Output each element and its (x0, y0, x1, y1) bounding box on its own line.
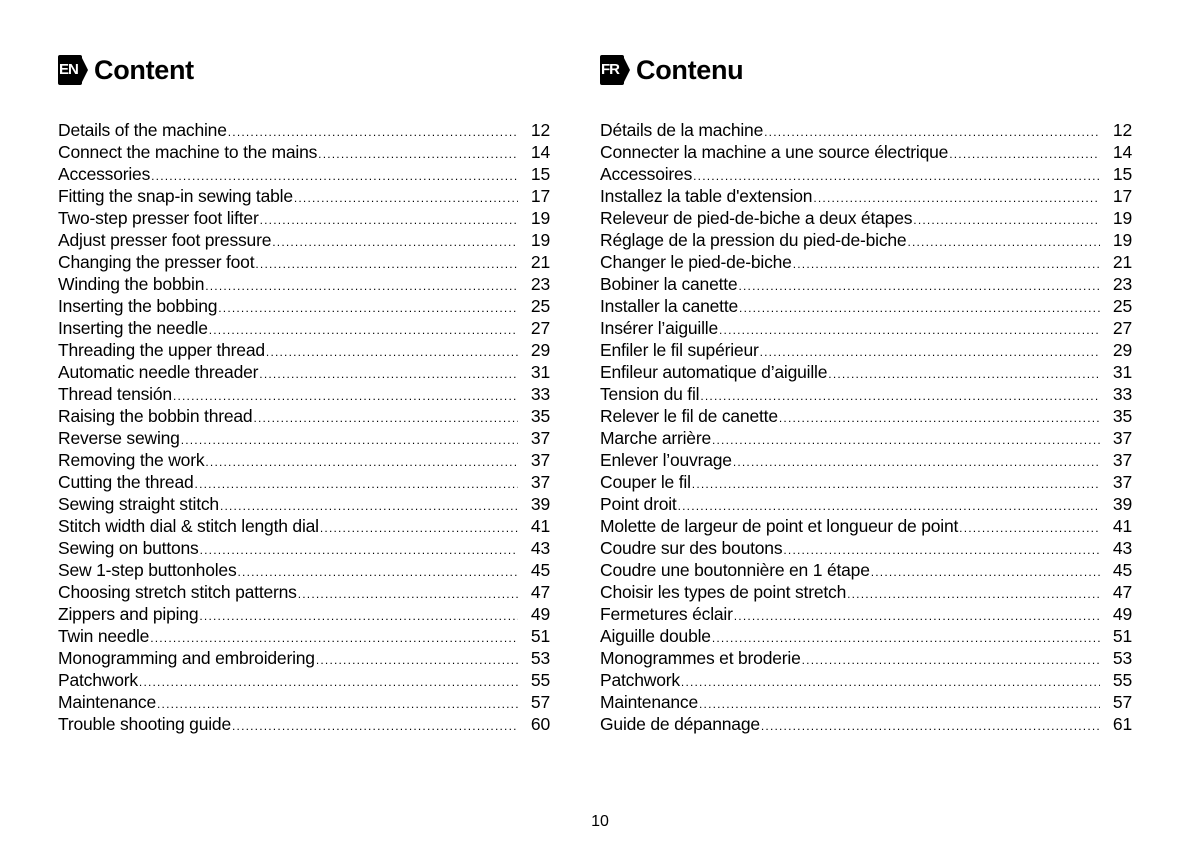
toc-entry-title: Maintenance (58, 692, 157, 712)
toc-entry (58, 471, 550, 493)
toc-entry (58, 603, 550, 625)
toc-entry (600, 251, 1132, 273)
toc-dot-leader (157, 693, 518, 715)
toc-dot-leader (228, 121, 518, 143)
toc-entry (58, 427, 550, 449)
toc-entry-title: Maintenance (600, 692, 699, 712)
toc-entry-page: 43 (530, 538, 550, 558)
toc-entry-title: Two-step presser foot lifter (58, 208, 259, 228)
toc-dot-leader (151, 165, 518, 187)
toc-dot-leader (260, 209, 518, 231)
toc-dot-leader (320, 517, 518, 539)
toc-dot-leader (949, 143, 1100, 165)
toc-entry (58, 295, 550, 317)
toc-entry-page: 47 (1112, 582, 1132, 602)
page-number: 10 (591, 813, 609, 830)
toc-entry (600, 493, 1132, 515)
toc-dot-leader (693, 165, 1100, 187)
toc-entry-page: 21 (1112, 252, 1132, 272)
toc-entry-title: Inserting the needle (58, 318, 208, 338)
toc-entry-page: 47 (530, 582, 550, 602)
toc-dot-leader (259, 363, 518, 385)
toc-dot-leader (316, 649, 518, 671)
english-toc-list (58, 119, 550, 735)
toc-entry (600, 361, 1132, 383)
toc-dot-leader (232, 715, 518, 737)
toc-entry-title: Insérer l’aiguille (600, 318, 718, 338)
toc-entry-page: 14 (1112, 142, 1132, 162)
toc-entry (58, 713, 550, 735)
toc-entry-page: 17 (1112, 186, 1132, 206)
toc-entry-page: 23 (1112, 274, 1132, 294)
toc-dot-leader (253, 407, 518, 429)
toc-dot-leader (739, 297, 1100, 319)
toc-entry-page: 37 (530, 428, 550, 448)
toc-dot-leader (779, 407, 1100, 429)
toc-entry (600, 691, 1132, 713)
toc-entry-page: 29 (1112, 340, 1132, 360)
toc-entry-page: 53 (530, 648, 550, 668)
toc-dot-leader (318, 143, 518, 165)
toc-dot-leader (139, 671, 518, 693)
toc-entry-title: Changing the presser foot (58, 252, 255, 272)
toc-entry-page: 39 (1112, 494, 1132, 514)
toc-entry-title: Inserting the bobbing (58, 296, 218, 316)
toc-entry (600, 295, 1132, 317)
toc-entry-title: Aiguille double (600, 626, 711, 646)
toc-entry-title: Détails de la machine (600, 120, 764, 140)
toc-dot-leader (733, 451, 1100, 473)
toc-dot-leader (913, 209, 1100, 231)
toc-entry (600, 581, 1132, 603)
toc-entry (600, 449, 1132, 471)
toc-dot-leader (761, 715, 1100, 737)
toc-entry-title: Bobiner la canette (600, 274, 738, 294)
toc-entry-page: 17 (530, 186, 550, 206)
toc-entry-page: 21 (530, 252, 550, 272)
toc-entry-title: Raising the bobbin thread (58, 406, 253, 426)
toc-entry-page: 55 (530, 670, 550, 690)
toc-entry-title: Fitting the snap-in sewing table (58, 186, 293, 206)
toc-entry-title: Threading the upper thread (58, 340, 265, 360)
toc-dot-leader (712, 429, 1100, 451)
toc-dot-leader (298, 583, 518, 605)
toc-entry-page: 19 (1112, 208, 1132, 228)
french-contents-column (600, 52, 1132, 735)
toc-entry (600, 647, 1132, 669)
toc-entry-title: Relever le fil de canette (600, 406, 778, 426)
toc-dot-leader (255, 253, 518, 275)
french-language-badge-icon (600, 55, 631, 85)
english-contents-column (58, 52, 550, 735)
toc-entry-title: Connect the machine to the mains (58, 142, 318, 162)
toc-entry-title: Fermetures éclair (600, 604, 733, 624)
toc-entry-page: 33 (1112, 384, 1132, 404)
toc-entry-page: 45 (1112, 560, 1132, 580)
toc-dot-leader (828, 363, 1100, 385)
toc-entry-page: 41 (530, 516, 550, 536)
toc-dot-leader (847, 583, 1100, 605)
toc-entry-title: Accessories (58, 164, 151, 184)
toc-dot-leader (700, 385, 1100, 407)
toc-entry (58, 185, 550, 207)
french-heading-title: Contenu (636, 55, 744, 85)
toc-entry (600, 713, 1132, 735)
toc-entry-title: Monogrammes et broderie (600, 648, 801, 668)
toc-entry-title: Details of the machine (58, 120, 227, 140)
toc-entry-title: Cutting the thread (58, 472, 194, 492)
toc-entry-page: 37 (1112, 450, 1132, 470)
toc-entry (600, 427, 1132, 449)
toc-entry-title: Enlever l’ouvrage (600, 450, 732, 470)
toc-entry-page: 19 (1112, 230, 1132, 250)
toc-entry-page: 49 (1112, 604, 1132, 624)
toc-entry-page: 25 (1112, 296, 1132, 316)
toc-entry-page: 60 (530, 714, 550, 734)
toc-entry-title: Enfileur automatique d’aiguille (600, 362, 828, 382)
toc-dot-leader (205, 451, 518, 473)
toc-entry-page: 35 (530, 406, 550, 426)
french-toc-list (600, 119, 1132, 735)
toc-entry-page: 27 (530, 318, 550, 338)
toc-entry (600, 537, 1132, 559)
toc-entry (58, 669, 550, 691)
toc-dot-leader (692, 473, 1100, 495)
toc-entry (58, 119, 550, 141)
toc-entry-title: Marche arrière (600, 428, 711, 448)
toc-dot-leader (699, 693, 1100, 715)
toc-entry-title: Reverse sewing (58, 428, 180, 448)
toc-entry (600, 185, 1132, 207)
toc-entry-page: 12 (530, 120, 550, 140)
toc-entry-page: 45 (530, 560, 550, 580)
toc-dot-leader (200, 539, 518, 561)
toc-entry-page: 25 (530, 296, 550, 316)
toc-entry-page: 43 (1112, 538, 1132, 558)
toc-dot-leader (719, 319, 1100, 341)
toc-dot-leader (678, 495, 1100, 517)
toc-entry-page: 35 (1112, 406, 1132, 426)
toc-entry (600, 669, 1132, 691)
toc-dot-leader (199, 605, 518, 627)
toc-dot-leader (238, 561, 519, 583)
toc-entry-title: Twin needle (58, 626, 150, 646)
toc-entry-title: Point droit (600, 494, 677, 514)
toc-entry-page: 31 (1112, 362, 1132, 382)
toc-entry-page: 49 (530, 604, 550, 624)
toc-dot-leader (272, 231, 518, 253)
toc-entry (600, 229, 1132, 251)
toc-entry-title: Installer la canette (600, 296, 739, 316)
toc-entry-page: 37 (1112, 428, 1132, 448)
english-badge-code: EN (59, 61, 78, 78)
toc-dot-leader (813, 187, 1100, 209)
toc-entry (600, 339, 1132, 361)
toc-entry-title: Coudre sur des boutons (600, 538, 783, 558)
toc-entry (600, 163, 1132, 185)
toc-dot-leader (738, 275, 1100, 297)
toc-entry (600, 603, 1132, 625)
toc-dot-leader (764, 121, 1100, 143)
english-heading (58, 52, 550, 88)
toc-entry-title: Installez la table d'extension (600, 186, 813, 206)
french-heading (600, 52, 1132, 88)
toc-entry-page: 41 (1112, 516, 1132, 536)
toc-dot-leader (783, 539, 1100, 561)
toc-entry-title: Connecter la machine a une source électrique (600, 142, 949, 162)
toc-dot-leader (205, 275, 518, 297)
toc-entry (58, 625, 550, 647)
toc-entry-title: Stitch width dial & stitch length dial (58, 516, 319, 536)
toc-entry-page: 51 (1112, 626, 1132, 646)
toc-dot-leader (294, 187, 518, 209)
toc-entry-title: Couper le fil (600, 472, 691, 492)
toc-dot-leader (266, 341, 518, 363)
toc-entry (58, 273, 550, 295)
toc-entry (58, 251, 550, 273)
toc-entry-page: 61 (1112, 714, 1132, 734)
toc-entry (600, 471, 1132, 493)
toc-entry (600, 317, 1132, 339)
toc-dot-leader (173, 385, 518, 407)
toc-entry (58, 647, 550, 669)
toc-entry (600, 515, 1132, 537)
toc-entry-title: Winding the bobbin (58, 274, 205, 294)
toc-entry-title: Choisir les types de point stretch (600, 582, 847, 602)
toc-entry-title: Trouble shooting guide (58, 714, 231, 734)
toc-dot-leader (712, 627, 1100, 649)
toc-dot-leader (760, 341, 1100, 363)
toc-entry-title: Changer le pied-de-biche (600, 252, 792, 272)
toc-entry-page: 15 (1112, 164, 1132, 184)
toc-entry-title: Sewing on buttons (58, 538, 199, 558)
toc-dot-leader (871, 561, 1100, 583)
toc-entry-title: Sewing straight stitch (58, 494, 219, 514)
toc-entry (58, 493, 550, 515)
toc-entry (58, 449, 550, 471)
toc-entry-title: Adjust presser foot pressure (58, 230, 272, 250)
toc-entry (58, 581, 550, 603)
toc-dot-leader (734, 605, 1100, 627)
toc-entry (58, 405, 550, 427)
toc-entry (600, 207, 1132, 229)
toc-dot-leader (218, 297, 518, 319)
toc-entry-page: 29 (530, 340, 550, 360)
toc-entry-title: Patchwork (600, 670, 680, 690)
toc-dot-leader (793, 253, 1100, 275)
toc-entry-page: 19 (530, 208, 550, 228)
toc-entry-title: Réglage de la pression du pied-de-biche (600, 230, 907, 250)
toc-entry (58, 317, 550, 339)
toc-entry-title: Molette de largeur de point et longueur de point (600, 516, 959, 536)
toc-entry (58, 691, 550, 713)
toc-dot-leader (220, 495, 518, 517)
toc-dot-leader (209, 319, 518, 341)
toc-entry-page: 55 (1112, 670, 1132, 690)
toc-dot-leader (150, 627, 518, 649)
toc-entry (58, 537, 550, 559)
toc-entry (600, 559, 1132, 581)
toc-entry-page: 14 (530, 142, 550, 162)
toc-entry (600, 383, 1132, 405)
french-badge-code: FR (601, 61, 619, 78)
toc-entry-page: 12 (1112, 120, 1132, 140)
toc-entry-page: 53 (1112, 648, 1132, 668)
toc-entry-page: 57 (530, 692, 550, 712)
toc-entry-page: 37 (530, 450, 550, 470)
toc-entry (58, 229, 550, 251)
toc-dot-leader (181, 429, 518, 451)
toc-entry (600, 625, 1132, 647)
toc-entry-page: 33 (530, 384, 550, 404)
toc-entry (600, 141, 1132, 163)
toc-entry-title: Guide de dépannage (600, 714, 760, 734)
toc-entry-title: Automatic needle threader (58, 362, 259, 382)
toc-entry (58, 515, 550, 537)
toc-entry (58, 207, 550, 229)
toc-entry-title: Choosing stretch stitch patterns (58, 582, 297, 602)
toc-entry-title: Thread tensión (58, 384, 172, 404)
toc-entry-page: 23 (530, 274, 550, 294)
toc-dot-leader (681, 671, 1100, 693)
toc-entry-title: Coudre une boutonnière en 1 étape (600, 560, 870, 580)
toc-entry-title: Removing the work (58, 450, 205, 470)
english-heading-title: Content (94, 55, 194, 85)
toc-entry-page: 39 (530, 494, 550, 514)
toc-entry-title: Tension du fil (600, 384, 700, 404)
toc-entry-page: 37 (1112, 472, 1132, 492)
toc-entry (58, 141, 550, 163)
toc-entry-page: 31 (530, 362, 550, 382)
toc-entry (600, 119, 1132, 141)
toc-entry-title: Sew 1-step buttonholes (58, 560, 237, 580)
toc-entry (58, 361, 550, 383)
toc-dot-leader (195, 473, 518, 495)
toc-entry-title: Zippers and piping (58, 604, 199, 624)
toc-entry (58, 163, 550, 185)
toc-entry-page: 37 (530, 472, 550, 492)
toc-entry-page: 27 (1112, 318, 1132, 338)
toc-entry (600, 405, 1132, 427)
toc-entry-title: Monogramming and embroidering (58, 648, 315, 668)
toc-entry-page: 15 (530, 164, 550, 184)
toc-dot-leader (802, 649, 1100, 671)
toc-entry (58, 383, 550, 405)
english-language-badge-icon (58, 55, 89, 85)
toc-entry (58, 339, 550, 361)
toc-dot-leader (907, 231, 1100, 253)
toc-entry-page: 19 (530, 230, 550, 250)
toc-entry-title: Releveur de pied-de-biche a deux étapes (600, 208, 913, 228)
toc-dot-leader (959, 517, 1100, 539)
toc-entry-title: Enfiler le fil supérieur (600, 340, 759, 360)
toc-entry-page: 57 (1112, 692, 1132, 712)
toc-entry (58, 559, 550, 581)
toc-entry (600, 273, 1132, 295)
toc-entry-title: Accessoires (600, 164, 693, 184)
toc-entry-title: Patchwork (58, 670, 138, 690)
toc-entry-page: 51 (530, 626, 550, 646)
